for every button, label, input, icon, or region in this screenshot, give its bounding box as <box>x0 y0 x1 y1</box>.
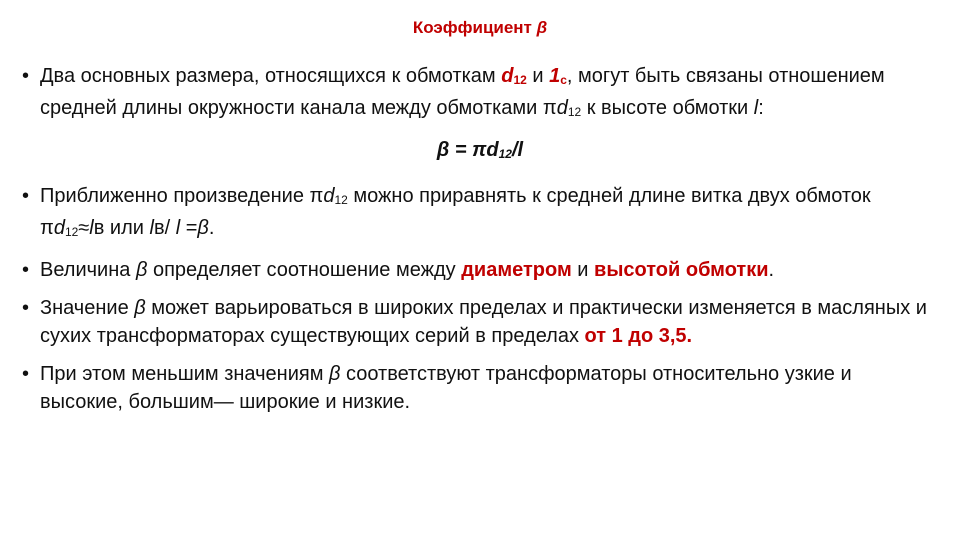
text-run: , могут быть связаны отношением средней длины окружности канала между обмотками π <box>40 65 885 119</box>
text-run: β = π <box>436 139 487 161</box>
bullet-marker: • <box>22 259 30 281</box>
text-run: /l <box>511 139 524 161</box>
text-run: . <box>768 259 775 281</box>
slide-title-symbol: β <box>536 18 548 37</box>
text-run: β <box>329 363 341 385</box>
text-run: может варьироваться в широких пределах и практически изменяется в масляных и сухих трансформаторах существующих серий в пределах <box>40 297 927 347</box>
bullet-text <box>40 259 774 281</box>
text-run: 12 <box>513 73 527 87</box>
bullet-text <box>40 363 852 413</box>
slide-content <box>22 62 938 426</box>
text-run: 12 <box>498 147 512 161</box>
bullet-marker: • <box>22 185 30 207</box>
text-run: β <box>197 217 209 239</box>
bullet-item <box>22 182 938 246</box>
bullet-marker: • <box>22 297 30 319</box>
bullet-marker: • <box>22 363 30 385</box>
text-run: При этом меньшим значениям <box>40 363 330 385</box>
text-run: Два основных размера, относящихся к обмоткам <box>40 65 502 87</box>
bullet-item <box>22 294 938 350</box>
slide-title <box>0 18 960 38</box>
text-run: l <box>89 217 94 239</box>
text-run: β <box>135 259 148 281</box>
text-run: высотой обмотки <box>594 259 769 281</box>
text-run: и <box>526 65 550 87</box>
text-run: к высоте обмотки <box>581 97 754 119</box>
bullet-marker: • <box>22 65 30 87</box>
text-run: d <box>556 97 568 119</box>
text-run: диаметром <box>461 259 572 281</box>
text-run: : <box>758 97 764 119</box>
slide-title-text: Коэффициент <box>412 18 532 37</box>
bullet-item <box>22 62 938 126</box>
text-run: d <box>53 217 65 239</box>
bullet-item <box>22 256 938 284</box>
text-run: в или <box>93 217 150 239</box>
text-run: в/ <box>153 217 176 239</box>
bullet-text <box>40 65 885 119</box>
text-run: можно приравнять к средней длине витка двух обмоток π <box>40 185 871 239</box>
text-run: l <box>175 217 181 239</box>
text-run: l <box>753 97 759 119</box>
text-run: и <box>571 259 595 281</box>
text-run: соответствуют трансформаторы относительно узкие и высокие, большим— широкие и низкие. <box>40 363 852 413</box>
text-run: β <box>134 297 146 319</box>
text-run: 12 <box>64 225 79 239</box>
text-run: d <box>501 65 514 87</box>
text-run: определяет соотношение между <box>147 259 462 281</box>
text-run: . <box>208 217 215 239</box>
text-run: Приближенно произведение π <box>40 185 324 207</box>
text-run: 12 <box>334 193 348 207</box>
bullet-text <box>40 297 927 347</box>
text-run: ≈ <box>78 217 90 239</box>
text-run: d <box>486 139 499 161</box>
bullet-text <box>40 185 871 239</box>
beta-formula <box>22 136 938 168</box>
text-run: Величина <box>40 259 136 281</box>
bullet-item <box>22 360 938 416</box>
text-run: d <box>323 185 335 207</box>
text-run: . <box>686 325 693 347</box>
bullet-list-bottom <box>22 182 938 416</box>
text-run: Значение <box>40 297 135 319</box>
bullet-list-top <box>22 62 938 126</box>
text-run: = <box>180 217 198 239</box>
text-run: с <box>560 73 567 87</box>
text-run: 12 <box>567 105 582 119</box>
text-run: l <box>149 217 154 239</box>
text-run: от 1 до 3,5 <box>584 325 687 347</box>
text-run: 1 <box>549 65 561 87</box>
